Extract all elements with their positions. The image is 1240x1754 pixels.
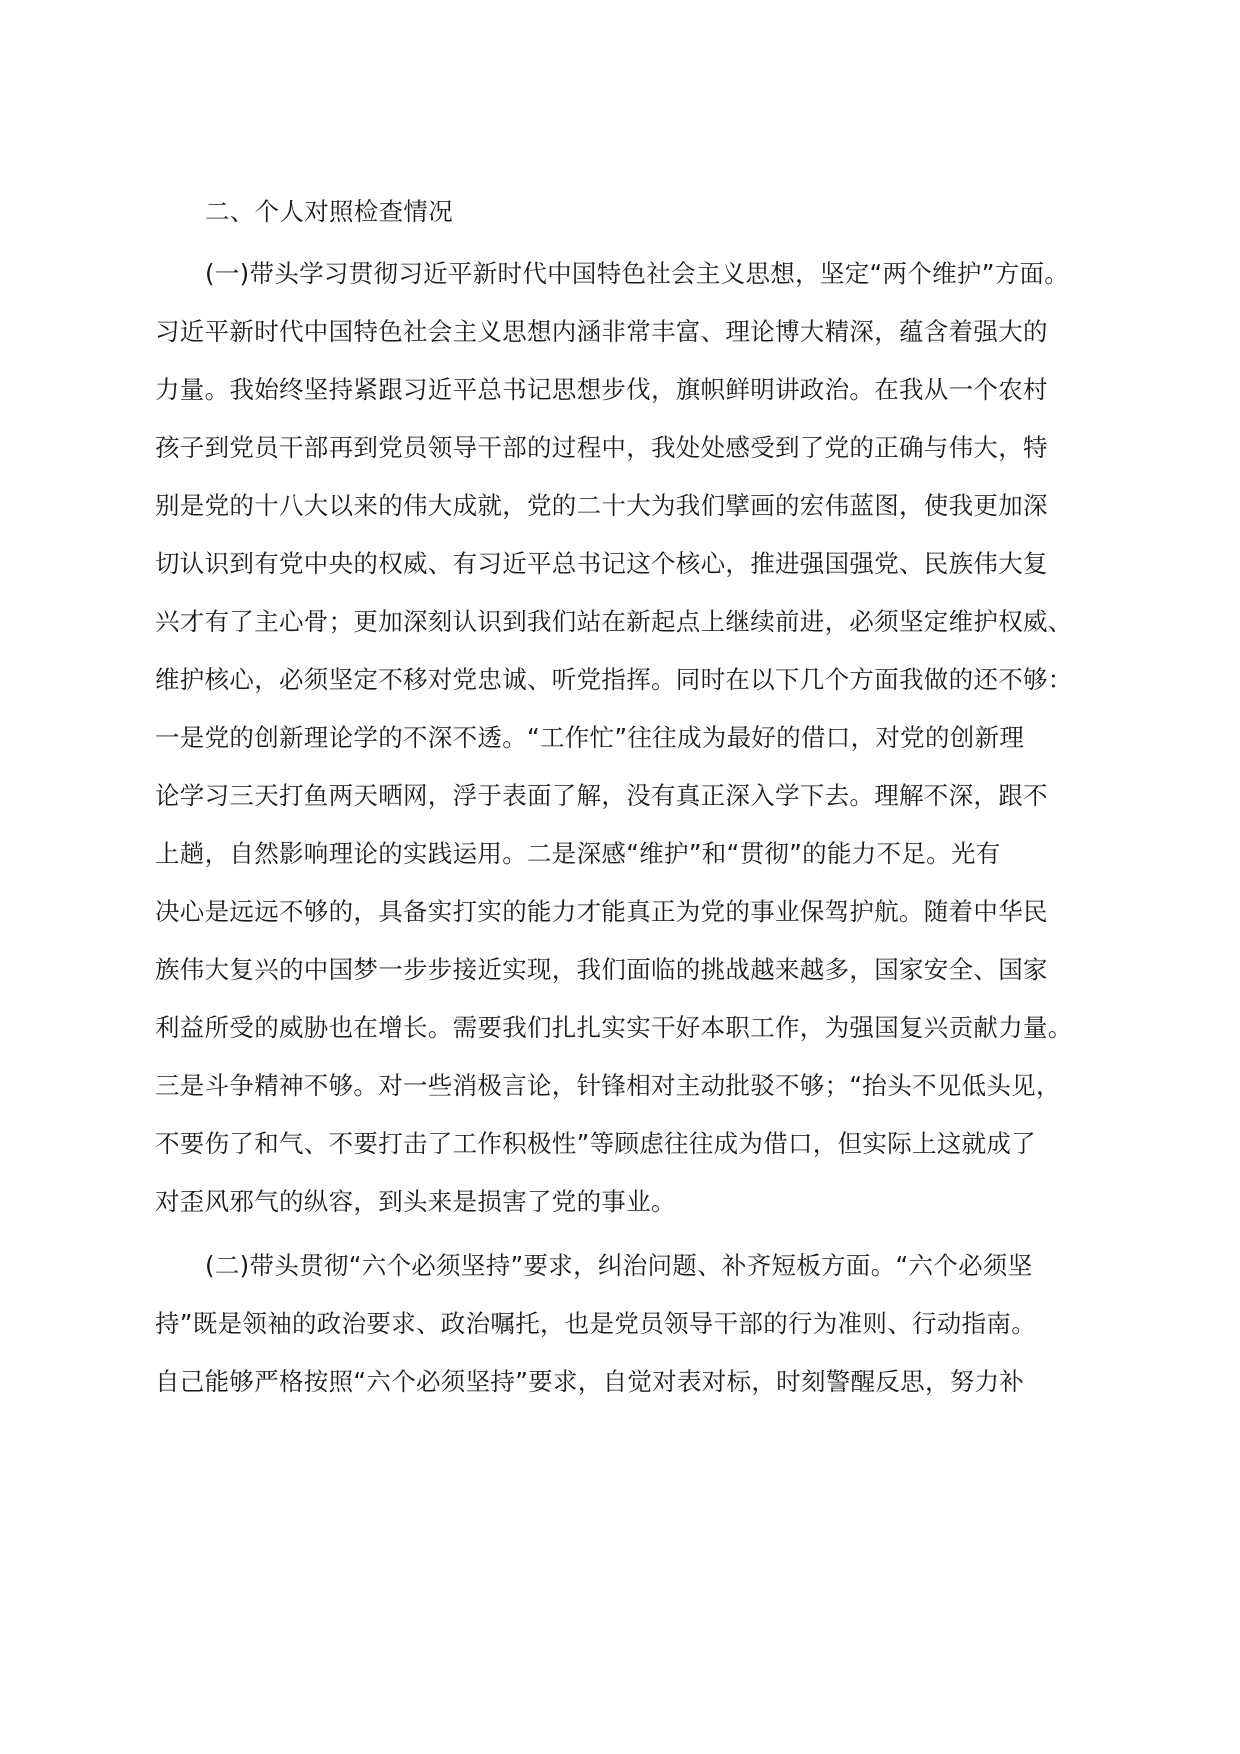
paragraph-line: 一是党的创新理论学的不深不透。“工作忙”往往成为最好的借口，对党的创新理 bbox=[155, 723, 1025, 752]
paragraph-line: 论学习三天打鱼两天晒网，浮于表面了解，没有真正深入学下去。理解不深，跟不 bbox=[155, 781, 1048, 810]
paragraph-line: 上趟，自然影响理论的实践运用。二是深感“维护”和“贯彻”的能力不足。光有 bbox=[155, 839, 1001, 868]
paragraph-line: 习近平新时代中国特色社会主义思想内涵非常丰富、理论博大精深，蕴含着强大的 bbox=[155, 317, 1048, 346]
paragraph-line: (一)带头学习贯彻习近平新时代中国特色社会主义思想，坚定“两个维护”方面。 bbox=[205, 259, 1070, 288]
paragraph-line: 力量。我始终坚持紧跟习近平总书记思想步伐，旗帜鲜明讲政治。在我从一个农村 bbox=[155, 375, 1048, 404]
paragraph-line: 自己能够严格按照“六个必须坚持”要求，自觉对表对标，时刻警醒反思，努力补 bbox=[155, 1367, 1025, 1396]
paragraph-line: 三是斗争精神不够。对一些消极言论，针锋相对主动批驳不够；“抬头不见低头见， bbox=[155, 1071, 1061, 1100]
paragraph-line: 切认识到有党中央的权威、有习近平总书记这个核心，推进强国强党、民族伟大复 bbox=[155, 549, 1048, 578]
paragraph-line: 兴才有了主心骨；更加深刻认识到我们站在新起点上继续前进，必须坚定维护权威、 bbox=[155, 607, 1073, 636]
paragraph-line: (二)带头贯彻“六个必须坚持”要求，纠治问题、补齐短板方面。“六个必须坚 bbox=[205, 1251, 1033, 1280]
section-heading: 二、个人对照检查情况 bbox=[205, 197, 453, 226]
paragraph-line: 持”既是领袖的政治要求、政治嘱托，也是党员领导干部的行为准则、行动指南。 bbox=[155, 1309, 1036, 1338]
paragraph-line: 族伟大复兴的中国梦一步步接近实现，我们面临的挑战越来越多，国家安全、国家 bbox=[155, 955, 1048, 984]
paragraph-line: 不要伤了和气、不要打击了工作积极性”等顾虑往往成为借口，但实际上这就成了 bbox=[155, 1129, 1036, 1158]
paragraph-line: 对歪风邪气的纵容，到头来是损害了党的事业。 bbox=[155, 1187, 676, 1216]
paragraph-line: 维护核心，必须坚定不移对党忠诚、听党指挥。同时在以下几个方面我做的还不够： bbox=[155, 665, 1073, 694]
paragraph-line: 别是党的十八大以来的伟大成就，党的二十大为我们擘画的宏伟蓝图，使我更加深 bbox=[155, 491, 1048, 520]
paragraph-line: 决心是远远不够的，具备实打实的能力才能真正为党的事业保驾护航。随着中华民 bbox=[155, 897, 1048, 926]
paragraph-line: 利益所受的威胁也在增长。需要我们扎扎实实干好本职工作，为强国复兴贡献力量。 bbox=[155, 1013, 1073, 1042]
paragraph-line: 孩子到党员干部再到党员领导干部的过程中，我处处感受到了党的正确与伟大，特 bbox=[155, 433, 1048, 462]
